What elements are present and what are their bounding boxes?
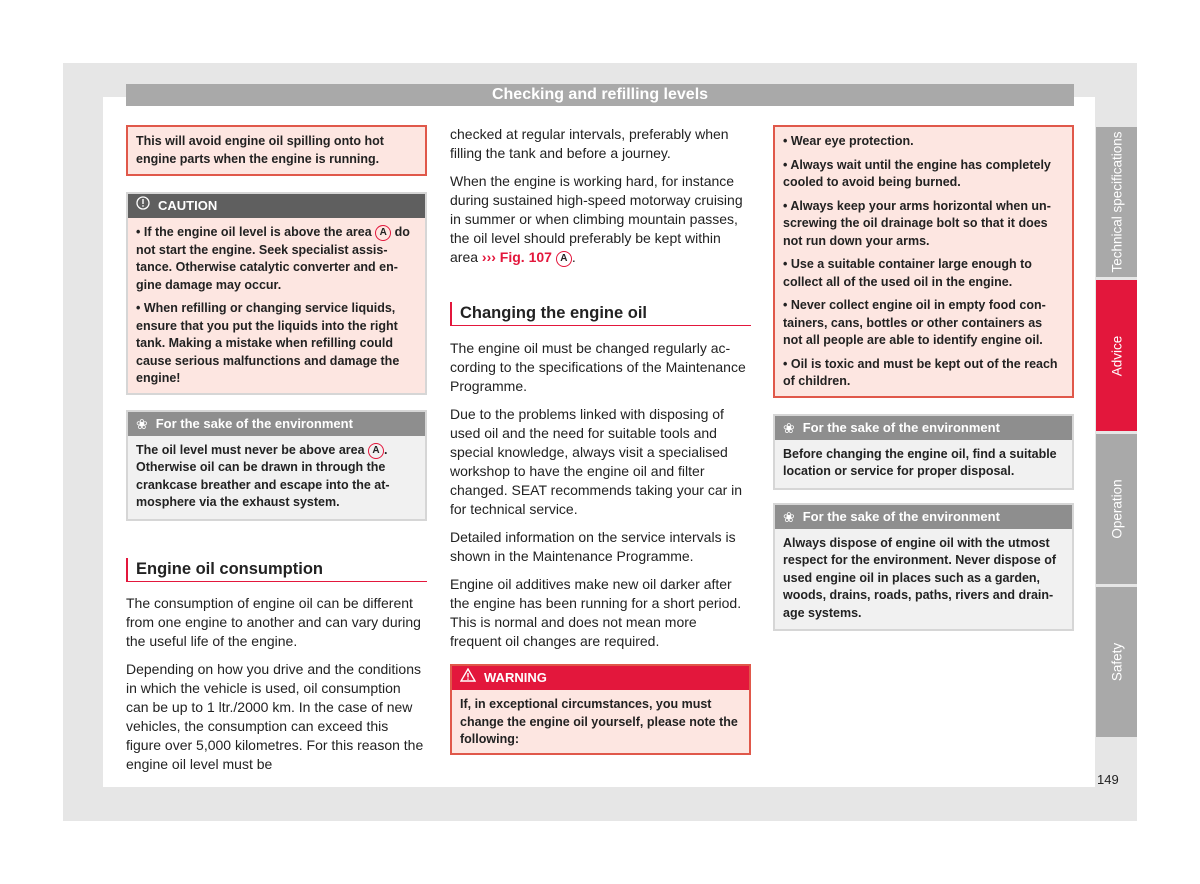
- paragraph-text: .: [571, 249, 576, 265]
- tab-label: Technical specifications: [1109, 131, 1124, 273]
- environment-label: For the sake of the environment: [155, 415, 353, 431]
- environment-body: Always dispose of engine oil with the utmost respect for the environment. Never dispose of used engine oil in places such as a garden, woods, drains, roads, paths, rivers and drainage systems.: [775, 529, 1072, 630]
- tab-label: Safety: [1109, 642, 1124, 682]
- tab-advice[interactable]: [1096, 280, 1137, 431]
- environment-label: For the sake of the environment: [802, 419, 1000, 435]
- paragraph: The engine oil must be changed regularly according to the specifications of the Maintenance Programme.: [450, 340, 746, 394]
- warning-label: WARNING: [484, 670, 547, 685]
- warning-header: [452, 666, 749, 690]
- area-a-marker: A: [368, 443, 384, 459]
- environment-body: Before changing the engine oil, find a suitable location or service for proper disposal.: [775, 440, 1072, 488]
- paragraph: The consumption of engine oil can be different from one engine to another and can vary during the useful life of the engine.: [126, 594, 421, 649]
- environment-box: [773, 414, 1074, 490]
- flower-icon: ❀: [136, 415, 148, 432]
- figure-link[interactable]: ››› Fig. 107: [481, 249, 552, 265]
- caution-item-text: • If the engine oil level is above the area: [136, 225, 376, 239]
- warning-item: • Never collect engine oil in empty food containers, cans, bottles or other containers as not all people are able to identify engine oil.: [783, 298, 1046, 347]
- tab-label: Operation: [1109, 479, 1124, 539]
- warning-body: If, in exceptional circumstances, you must change the engine oil yourself, please note the following:: [452, 690, 749, 753]
- flower-icon: ❀: [783, 419, 795, 436]
- caution-label: CAUTION: [158, 198, 218, 213]
- paragraph: Engine oil additives make new oil darker after the engine has been running for a short period. This is normal and does not mean more frequent oil changes are required.: [450, 576, 742, 649]
- warning-item: • Oil is toxic and must be kept out of the reach of children.: [783, 356, 1058, 388]
- tab-safety[interactable]: [1096, 587, 1137, 737]
- warning-item: • Always keep your arms horizontal when unscrewing the oil drainage bolt so that it does not run down your arms.: [783, 198, 1051, 248]
- paragraph-text: When the engine is working hard, for instance during sustained high-speed motorway cruising in summer or when climbing mountain passes, the oil level should preferably be kept within area: [450, 173, 743, 265]
- environment-header: [775, 416, 1072, 440]
- environment-label: For the sake of the environment: [802, 508, 1000, 524]
- caution-item: [136, 224, 417, 294]
- paragraph: Detailed information on the service intervals is shown in the Maintenance Programme.: [450, 529, 736, 564]
- environment-header: [128, 412, 425, 436]
- section-heading: Changing the engine oil: [450, 302, 751, 326]
- paragraph: Depending on how you drive and the conditions in which the vehicle is used, oil consumption can be up to 1 ltr./2000 km. In the case of new vehicles, the consumption can exceed this figure over 5,000 kilometres. For this reason the engine oil level must be: [126, 660, 424, 772]
- section-body: [126, 594, 427, 774]
- tab-technical-specifications[interactable]: [1096, 127, 1137, 277]
- section-body: [450, 339, 751, 651]
- page-number: 149: [1097, 772, 1119, 787]
- page-title: Checking and refilling levels: [126, 84, 1074, 106]
- column-3: [773, 125, 1074, 631]
- environment-text: The oil level must never be above area: [136, 442, 369, 457]
- flower-icon: ❀: [783, 508, 795, 525]
- caution-icon: [136, 194, 150, 218]
- environment-box: [126, 410, 427, 521]
- caution-header: [128, 194, 425, 218]
- column-2: [450, 125, 751, 755]
- area-a-marker: A: [556, 251, 572, 267]
- tab-operation[interactable]: [1096, 434, 1137, 584]
- section-heading: Engine oil consumption: [126, 558, 427, 582]
- column-1: [126, 125, 427, 774]
- warning-item: • Wear eye protection.: [783, 134, 914, 148]
- continued-warning-text: This will avoid engine oil spilling onto hot engine parts when the engine is running.: [136, 134, 384, 166]
- warning-box: [450, 664, 751, 755]
- caution-body: [128, 218, 425, 393]
- paragraph: [450, 172, 751, 267]
- paragraph: Due to the problems linked with disposing of used oil and the need for suitable tools and special knowledge, always visit a specialised workshop to have the engine oil and filter changed. SEAT recommends taking your car in for technical service.: [450, 406, 743, 517]
- warning-continued-box: [773, 125, 1074, 398]
- warning-item: • Always wait until the engine has completely cooled to avoid being burned.: [783, 157, 1051, 189]
- paragraph: checked at regular intervals, preferably when filling the tank and before a journey.: [450, 126, 729, 161]
- tab-label: Advice: [1109, 335, 1124, 376]
- area-a-marker: A: [375, 225, 391, 241]
- environment-header: [775, 505, 1072, 529]
- caution-item-text: do not start the engine. Seek specialist assistance. Otherwise catalytic converter and engine damage may occur.: [136, 225, 410, 292]
- caution-item: • When refilling or changing service liquids, ensure that you put the liquids into the right tank. Making a mistake when refilling could cause serious malfunctions and damage the engine!: [136, 301, 400, 385]
- environment-box: [773, 503, 1074, 632]
- continued-warning-box: [126, 125, 427, 176]
- environment-body: [128, 436, 425, 519]
- warning-triangle-icon: [460, 666, 476, 690]
- caution-box: [126, 192, 427, 395]
- environment-text: . Otherwise oil can be drawn in through the crankcase breather and escape into the atmosphere via the exhaust system.: [136, 442, 390, 509]
- warning-item: • Use a suitable container large enough to collect all of the used oil in the engine.: [783, 257, 1032, 289]
